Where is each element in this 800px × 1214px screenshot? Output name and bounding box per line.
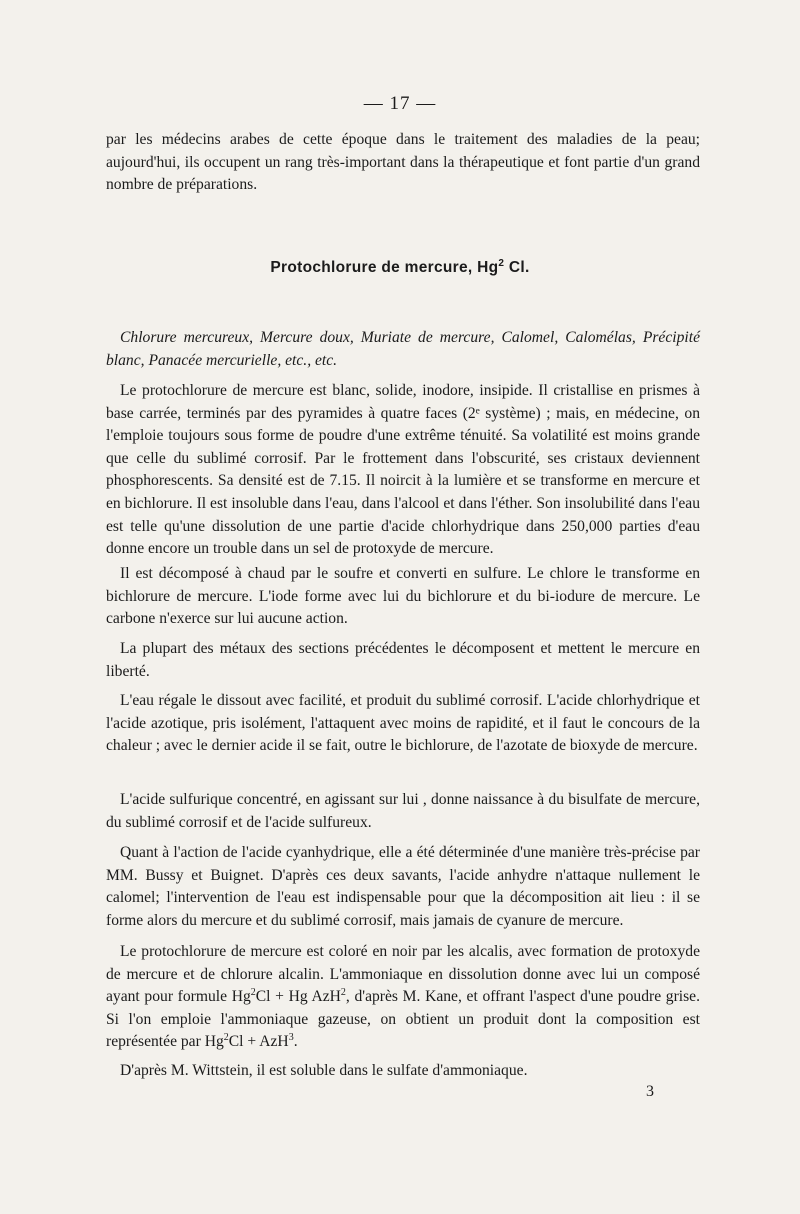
heading-suffix: Cl.: [504, 259, 530, 276]
superscript: 3: [288, 1032, 294, 1044]
paragraph-text: La plupart des métaux des sections précédentes le décomposent et mettent le mercure en liberté.: [106, 640, 700, 680]
text-run: Le protochlorure de mercure est coloré en noir par les alcalis, avec formation de protoxyde de mercure et de chlorure alcalin. L'ammoniaque en dissolution donne avec lui un composé ayant pour formule Hg: [106, 943, 700, 1006]
heading-superscript: 2: [498, 257, 505, 269]
aqua-regia-paragraph: [106, 690, 700, 758]
section-heading: [0, 259, 800, 277]
text-run: Cl + AzH: [228, 1033, 289, 1051]
heading-text: Protochlorure de mercure, Hg: [270, 259, 499, 276]
metals-paragraph: [106, 638, 700, 683]
wittstein-paragraph: [106, 1060, 700, 1083]
paragraph-text: L'eau régale le dissout avec facilité, et produit du sublimé corrosif. L'acide chlorhydrique et l'acide azotique, pris isolément, l'attaquent avec moins de rapidité, et il faut le concours de la chaleur ; avec le dernier acide il se fait, outre le bichlorure, de l'azotate de bioxyde de mercure.: [106, 692, 700, 755]
superscript: 2: [250, 987, 256, 998]
paragraph-text: par les médecins arabes de cette époque dans le traitement des maladies de la peau; aujourd'hui, ils occupent un rang très-important dans la thérapeutique et font partie d'un grand nombre de préparations.: [106, 131, 700, 194]
paragraph-text: Quant à l'action de l'acide cyanhydrique, elle a été déterminée d'une manière très-précise par MM. Bussy et Buignet. D'après ces deux savants, l'acide anhydre n'attaque nullement le calomel; l'intervention de l'eau est indispensable pour que la décomposition ait lieu : il se forme alors du mercure et du sublimé corrosif, mais jamais de cyanure de mercure.: [106, 844, 700, 929]
signature-mark: 3: [646, 1083, 654, 1100]
paragraph-text: [106, 941, 700, 1054]
text-run: , d'après M. Kane, et offrant l'aspect d'une poudre grise. Si l'on emploie l'ammoniaque gazeuse, on obtient un produit dont la composition est représentée par Hg: [106, 988, 700, 1051]
paragraph-text: Il est décomposé à chaud par le soufre et converti en sulfure. Le chlore le transforme en bichlorure de mercure. L'iode forme avec lui du bichlorure et du bi-iodure de mercure. Le carbone n'exerce sur lui aucune action.: [106, 565, 700, 628]
paragraph-text: D'après M. Wittstein, il est soluble dans le sulfate d'ammoniaque.: [120, 1062, 528, 1079]
page-number: — 17 —: [363, 93, 437, 114]
superscript: 2: [340, 987, 346, 998]
text-run: .: [293, 1033, 298, 1051]
synonyms-text: Chlorure mercureux, Mercure doux, Muriate de mercure, Calomel, Calomélas, Précipité blanc, Panacée mercurielle, etc., etc.: [106, 329, 700, 369]
synonyms-paragraph: [106, 327, 700, 372]
text-run: Cl + Hg AzH: [255, 988, 341, 1006]
properties-paragraph: [106, 380, 700, 561]
alkalis-paragraph: [106, 941, 700, 1054]
paragraph-text: L'acide sulfurique concentré, en agissant sur lui , donne naissance à du bisulfate de mercure, du sublimé corrosif et de l'acide sulfureux.: [106, 791, 700, 831]
decomposition-paragraph: [106, 563, 700, 631]
intro-paragraph: [106, 129, 700, 197]
superscript: 2: [223, 1032, 229, 1044]
sulfuric-acid-paragraph: [106, 789, 700, 834]
paragraph-text: Le protochlorure de mercure est blanc, solide, inodore, insipide. Il cristallise en prismes à base carrée, terminés par des pyramides à quatre faces (2ᵉ système) ; mais, en médecine, on l'emploie toujours sous forme de poudre d'une extrême ténuité. Sa volatilité est moins grande que celle du sublimé corrosif. Par le frottement dans l'obscurité, ses cristaux deviennent phosphorescents. Sa densité est de 7.15. Il noircit à la lumière et se transforme en mercure et en bichlorure. Il est insoluble dans l'eau, dans l'alcool et dans l'éther. Son insolubilité dans l'eau est telle qu'une dissolution de une partie d'acide chlorhydrique dans 250,000 parties d'eau donne encore un trouble dans un sel de protoxyde de mercure.: [106, 382, 700, 558]
cyanhydric-acid-paragraph: [106, 842, 700, 932]
